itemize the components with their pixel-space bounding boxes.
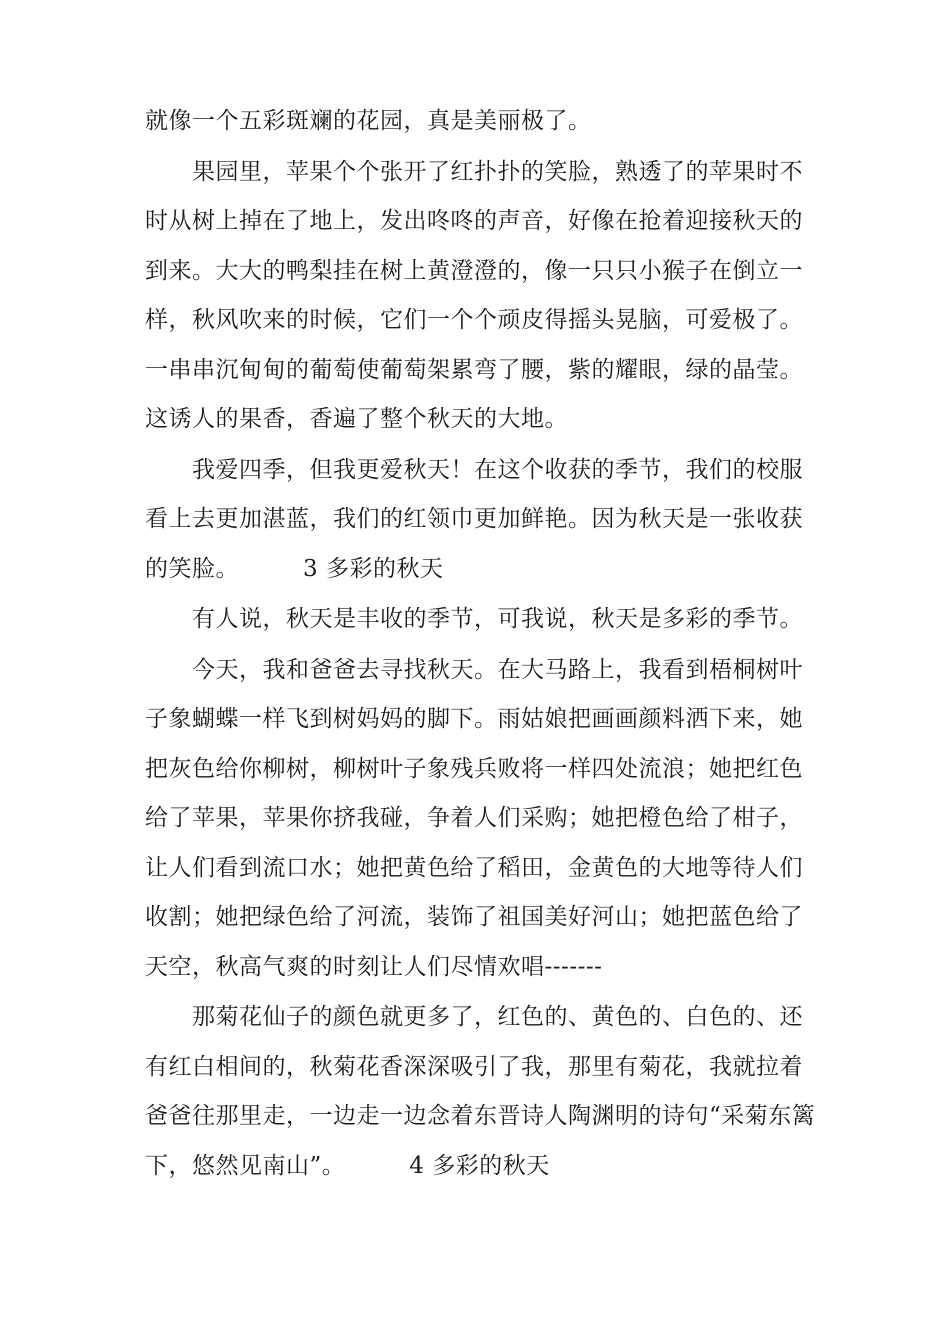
paragraph-text: 果园里，苹果个个张开了红扑扑的笑脸，熟透了的苹果时不时从树上掉在了地上，发出咚咚的声音，好像在抢着迎接秋天的到来。大大的鸭梨挂在树上黄澄澄的，像一只只小猴子在倒立一样，秋风吹来的时候，它们一个个顽皮得摇头晃脑，可爱极了。一串串沉甸甸的葡萄使葡萄架累弯了腰，紫的耀眼，绿的晶莹。这诱人的果香，香遍了整个秋天的大地。 — [145, 158, 803, 432]
paragraph-text: 我爱四季，但我更爱秋天！在这个收获的季节，我们的校服看上去更加湛蓝，我们的红领巾更加鲜艳。因为秋天是一张收获的笑脸。 — [145, 456, 803, 582]
section-heading-4: 4 多彩的秋天 — [409, 1152, 550, 1179]
paragraph-text: 今天，我和爸爸去寻找秋天。在大马路上，我看到梧桐树叶子象蝴蝶一样飞到树妈妈的脚下。雨姑娘把画画颜料洒下来，她把灰色给你柳树，柳树叶子象残兵败将一样四处流浪；她把红色给了苹果，苹果你挤我碰，争着人们采购；她把橙色给了柑子，让人们看到流口水；她把黄色给了稻田，金黄色的大地等待人们收割；她把绿色给了河流，装饰了祖国美好河山；她把蓝色给了天空，秋高气爽的时刻让人们尽情欢唱------- — [145, 656, 803, 980]
paragraph-2 — [145, 148, 817, 445]
paragraph-1 — [145, 97, 817, 147]
document-body — [145, 97, 817, 1192]
section-heading-3: 3 多彩的秋天 — [303, 555, 444, 582]
paragraph-3 — [145, 446, 817, 595]
paragraph-6 — [145, 993, 817, 1191]
paragraph-text: 那菊花仙子的颜色就更多了，红色的、黄色的、白色的、还有红白相间的，秋菊花香深深吸引了我，那里有菊花，我就拉着爸爸往那里走，一边走一边念着东晋诗人陶渊明的诗句“采菊东篱下，悠然见南山”。 — [145, 1004, 816, 1179]
paragraph-4 — [145, 595, 817, 645]
paragraph-text: 就像一个五彩斑斓的花园，真是美丽极了。 — [145, 108, 592, 134]
paragraph-text: 有人说，秋天是丰收的季节，可我说，秋天是多彩的季节。 — [192, 606, 803, 632]
paragraph-5 — [145, 646, 817, 993]
